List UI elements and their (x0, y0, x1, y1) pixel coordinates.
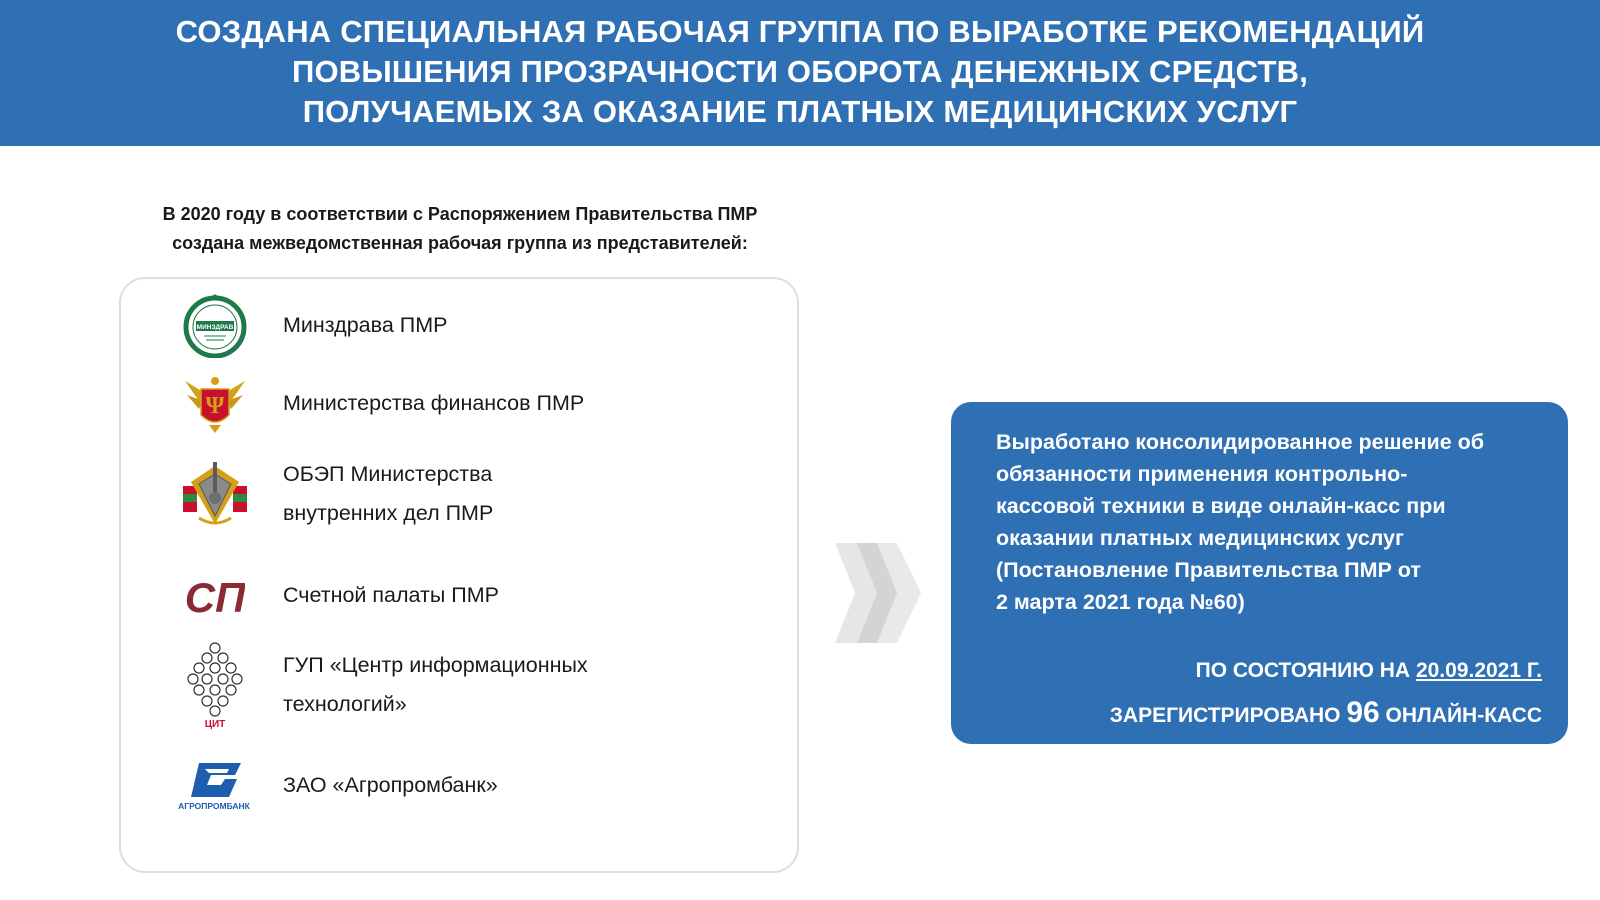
agroprombank-logo-text: АГРОПРОМБАНК (178, 801, 250, 811)
member-name-obep-line-2: внутренних дел ПМР (283, 501, 494, 525)
result-line-2: обязанности применения контрольно- (996, 462, 1408, 486)
member-name-minfin: Министерства финансов ПМР (283, 390, 585, 415)
member-obep-mvd (179, 455, 493, 533)
sp-logo-icon (179, 559, 251, 631)
status-date-line (1110, 650, 1542, 692)
member-name-minzdrav: Минздрава ПМР (283, 312, 448, 337)
result-line-4: оказании платных медицинских услуг (996, 526, 1404, 550)
members-box (119, 277, 799, 873)
intro-line-2: создана межведомственная рабочая группа из представителей: (172, 233, 748, 253)
result-box (951, 402, 1568, 744)
member-minfin (179, 367, 584, 439)
cit-logo-text: ЦИТ (204, 719, 226, 730)
obep-shield-icon (179, 458, 251, 530)
registered-prefix: ЗАРЕГИСТРИРОВАНО (1109, 704, 1347, 727)
result-line-5: (Постановление Правительства ПМР от (996, 558, 1421, 582)
member-name-agroprombank: ЗАО «Агропромбанк» (283, 772, 498, 797)
header-title-line-1: СОЗДАНА СПЕЦИАЛЬНАЯ РАБОЧАЯ ГРУППА ПО ВЫРАБОТКЕ РЕКОМЕНДАЦИЙ (175, 14, 1425, 49)
minzdrav-logo-text: МИНЗДРАВ (196, 324, 234, 331)
member-schetnaya-palata (179, 559, 499, 631)
member-name-cit-line-2: технологий» (283, 692, 407, 716)
result-line-1: Выработано консолидированное решение об (996, 430, 1485, 454)
header-title-line-2: ПОВЫШЕНИЯ ПРОЗРАЧНОСТИ ОБОРОТА ДЕНЕЖНЫХ СРЕДСТВ, (291, 54, 1309, 89)
intro-line-1: В 2020 году в соответствии с Распоряжением Правительства ПМР (162, 204, 758, 224)
sp-logo-text: СП (185, 574, 245, 620)
registration-status (1110, 650, 1542, 737)
member-name-obep-line-1: ОБЭП Министерства (283, 462, 493, 486)
header-title-line-3: ПОЛУЧАЕМЫХ ЗА ОКАЗАНИЕ ПЛАТНЫХ МЕДИЦИНСКИХ УСЛУГ (302, 94, 1298, 129)
status-date: 20.09.2021 Г. (1415, 659, 1542, 682)
member-gup-cit (179, 639, 588, 731)
chevron-arrows-icon (835, 543, 925, 643)
result-line-6: 2 марта 2021 года №60) (996, 590, 1245, 614)
member-name-obep (283, 455, 493, 533)
slide-header (0, 0, 1600, 146)
svg-text:Ψ: Ψ (205, 393, 225, 419)
member-agroprombank (179, 749, 498, 821)
member-name-cit (283, 646, 588, 724)
minfin-emblem-icon (179, 367, 251, 439)
registered-suffix: ОНЛАЙН-КАСС (1379, 704, 1542, 727)
minzdrav-logo-icon (179, 289, 251, 361)
intro-text (110, 200, 810, 258)
result-text (996, 426, 1536, 618)
cit-hexagon-logo-icon (179, 639, 251, 731)
status-prefix: ПО СОСТОЯНИЮ НА (1195, 659, 1416, 682)
registered-count: 96 (1346, 696, 1380, 729)
member-minzdrav (179, 289, 447, 361)
agroprombank-logo-icon (169, 749, 259, 821)
member-name-cit-line-1: ГУП «Центр информационных (283, 653, 588, 677)
result-line-3: кассовой техники в виде онлайн-касс при (996, 494, 1446, 518)
member-name-sp: Счетной палаты ПМР (283, 582, 499, 607)
registered-count-line (1110, 692, 1542, 737)
